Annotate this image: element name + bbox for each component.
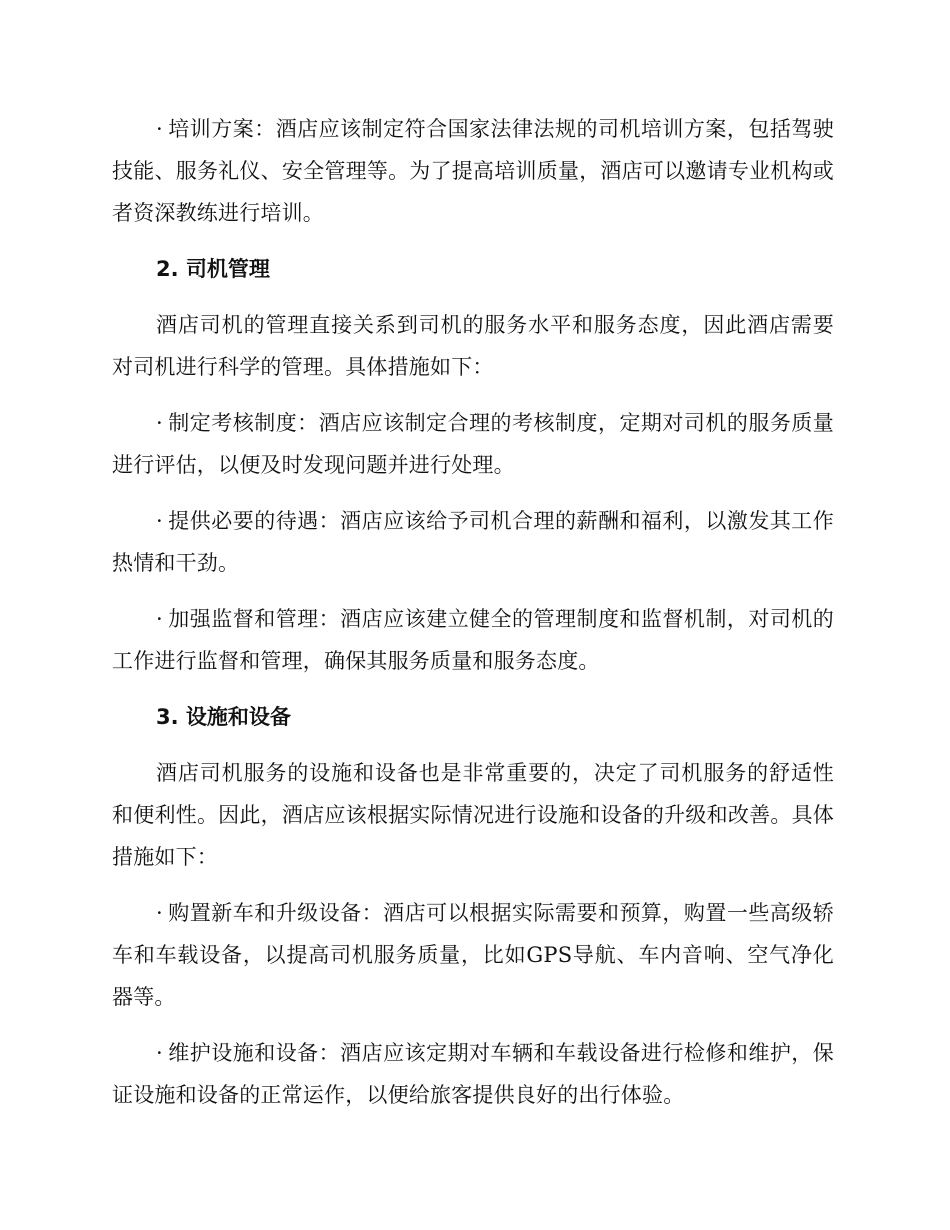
bullet-mark: · — [156, 411, 163, 435]
bullet-text: 制定考核制度：酒店应该制定合理的考核制度，定期对司机的服务质量进行评估，以便及时发现问题并进行处理。 — [112, 411, 834, 477]
bullet-mark: · — [156, 117, 163, 141]
bullet-text: 维护设施和设备：酒店应该定期对车辆和车载设备进行检修和维护，保证设施和设备的正常运作，以便给旅客提供良好的出行体验。 — [112, 1041, 834, 1107]
bullet-compensation — [112, 500, 834, 584]
bullet-new-vehicles — [112, 892, 834, 1018]
bullet-mark: · — [156, 509, 163, 533]
bullet-text: 加强监督和管理：酒店应该建立健全的管理制度和监督机制，对司机的工作进行监督和管理，确保其服务质量和服务态度。 — [112, 607, 834, 673]
bullet-assessment-system — [112, 402, 834, 486]
paragraph-facilities-intro: 酒店司机服务的设施和设备也是非常重要的，决定了司机服务的舒适性和便利性。因此，酒店应该根据实际情况进行设施和设备的升级和改善。具体措施如下： — [112, 761, 834, 869]
bullet-training-plan — [112, 108, 834, 234]
section-heading-driver-management: 2. 司机管理 — [156, 257, 270, 281]
bullet-mark: · — [156, 1041, 163, 1065]
bullet-supervision — [112, 598, 834, 682]
bullet-text: 购置新车和升级设备：酒店可以根据实际需要和预算，购置一些高级轿车和车载设备，以提高司机服务质量，比如GPS导航、车内音响、空气净化器等。 — [112, 901, 834, 1009]
bullet-text: 培训方案：酒店应该制定符合国家法律法规的司机培训方案，包括驾驶技能、服务礼仪、安全管理等。为了提高培训质量，酒店可以邀请专业机构或者资深教练进行培训。 — [112, 117, 834, 225]
bullet-maintenance — [112, 1032, 834, 1116]
section-heading-facilities: 3. 设施和设备 — [156, 705, 291, 729]
paragraph-driver-management-intro: 酒店司机的管理直接关系到司机的服务水平和服务态度，因此酒店需要对司机进行科学的管理。具体措施如下： — [112, 313, 834, 379]
document-page — [112, 108, 834, 1130]
bullet-mark: · — [156, 607, 163, 631]
bullet-mark: · — [156, 901, 163, 925]
bullet-text: 提供必要的待遇：酒店应该给予司机合理的薪酬和福利，以激发其工作热情和干劲。 — [112, 509, 834, 575]
